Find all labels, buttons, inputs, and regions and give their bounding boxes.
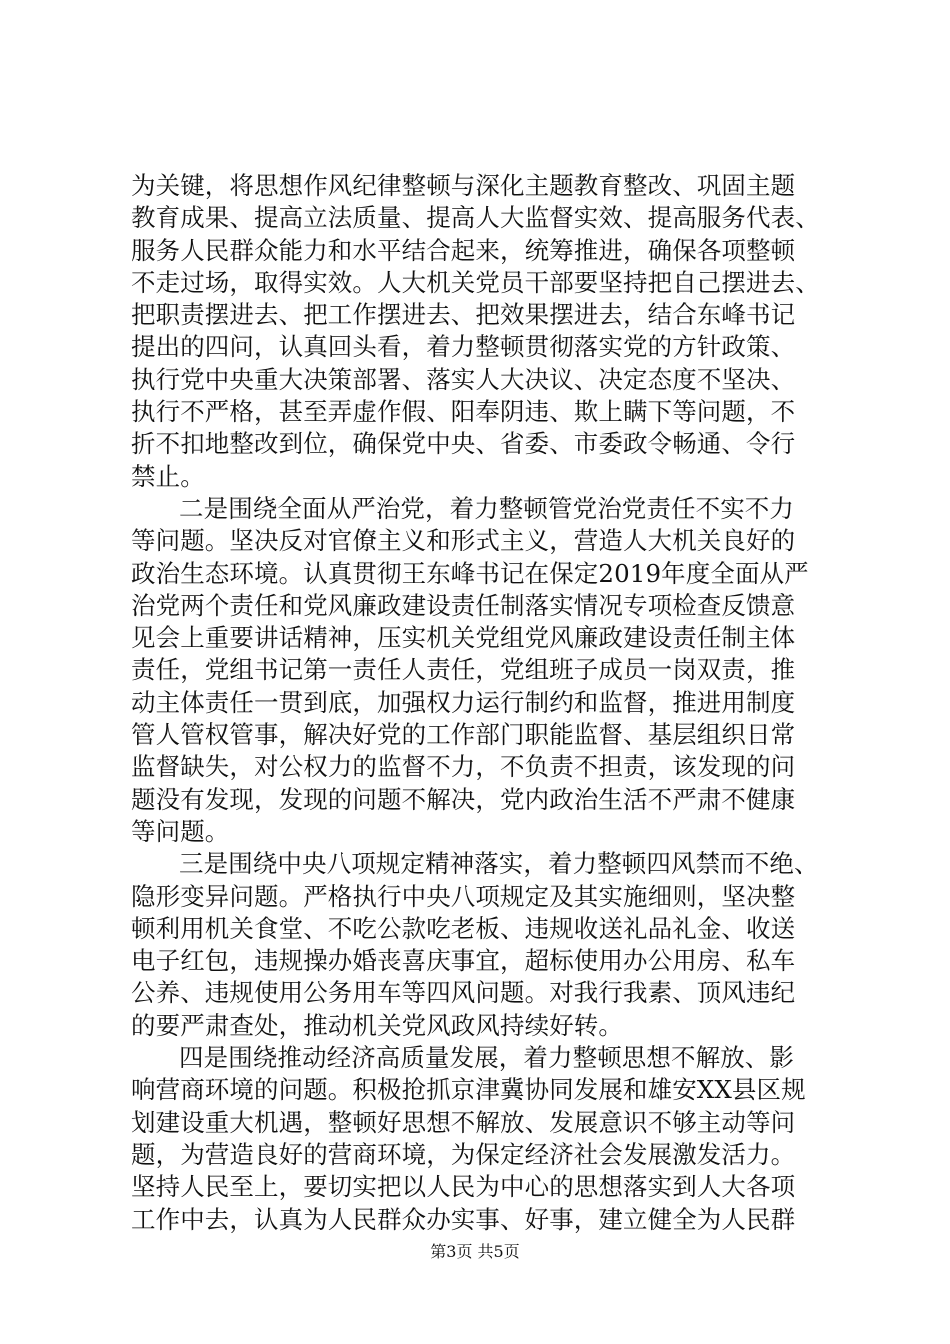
text-line: 执行不严格，甚至弄虚作假、阳奉阴违、欺上瞒下等问题，不	[131, 397, 796, 427]
text-line: 禁止。	[131, 461, 205, 491]
text-line: 题，为营造良好的营商环境，为保定经济社会发展激发活力。	[131, 1139, 796, 1169]
body-text	[131, 170, 831, 1236]
text-line: 题没有发现，发现的问题不解决，党内政治生活不严肃不健康	[131, 784, 796, 814]
page-footer	[0, 1242, 950, 1262]
text-line: 监督缺失，对公权力的监督不力，不负责不担责，该发现的问	[131, 752, 796, 782]
text-line: 公养、违规使用公务用车等四风问题。对我行我素、顶风违纪	[131, 978, 796, 1008]
text-line: 坚持人民至上，要切实把以人民为中心的思想落实到人大各项	[131, 1172, 796, 1202]
text-line: 提出的四问，认真回头看，着力整顿贯彻落实党的方针政策、	[131, 332, 796, 362]
text-line: 服务人民群众能力和水平结合起来，统筹推进，确保各项整顿	[131, 235, 796, 265]
text-line: 顿利用机关食堂、不吃公款吃老板、违规收送礼品礼金、收送	[131, 913, 796, 943]
text-line: 不走过场，取得实效。人大机关党员干部要坚持把自己摆进去、	[131, 267, 820, 297]
text-line: 政治生态环境。认真贯彻王东峰书记在保定2019年度全面从严	[131, 558, 809, 588]
text-line: 把职责摆进去、把工作摆进去、把效果摆进去，结合东峰书记	[131, 300, 796, 330]
text-line: 折不扣地整改到位，确保党中央、省委、市委政令畅通、令行	[131, 429, 796, 459]
text-line: 责任，党组书记第一责任人责任，党组班子成员一岗双责，推	[131, 655, 796, 685]
text-line: 的要严肃查处，推动机关党风政风持续好转。	[131, 1010, 623, 1040]
text-line: 隐形变异问题。严格执行中央八项规定及其实施细则，坚决整	[131, 881, 796, 911]
text-line: 为关键，将思想作风纪律整顿与深化主题教育整改、巩固主题	[131, 171, 796, 200]
paragraph-start-line: 二是围绕全面从严治党，着力整顿管党治党责任不实不力	[179, 493, 794, 523]
text-line: 管人管权管事，解决好党的工作部门职能监督、基层组织日常	[131, 720, 796, 750]
text-line: 等问题。坚决反对官僚主义和形式主义，营造人大机关良好的	[131, 526, 796, 556]
text-line: 见会上重要讲话精神，压实机关党组党风廉政建设责任制主体	[131, 623, 796, 653]
paragraph-start-line: 四是围绕推动经济高质量发展，着力整顿思想不解放、影	[179, 1043, 794, 1073]
paragraph-start-line: 三是围绕中央八项规定精神落实，着力整顿四风禁而不绝、	[179, 849, 819, 879]
text-line: 划建设重大机遇，整顿好思想不解放、发展意识不够主动等问	[131, 1107, 796, 1137]
page-number: 第3页 共5页	[430, 1242, 520, 1261]
text-line: 教育成果、提高立法质量、提高人大监督实效、提高服务代表、	[131, 203, 820, 233]
text-line: 动主体责任一贯到底，加强权力运行制约和监督，推进用制度	[131, 687, 796, 717]
text-line: 响营商环境的问题。积极抢抓京津冀协同发展和雄安XX县区规	[131, 1075, 806, 1105]
text-line: 工作中去，认真为人民群众办实事、好事，建立健全为人民群	[131, 1204, 796, 1234]
text-line: 执行党中央重大决策部署、落实人大决议、决定态度不坚决、	[131, 364, 796, 394]
text-line: 电子红包，违规操办婚丧喜庆事宜，超标使用办公用房、私车	[131, 946, 796, 976]
text-line: 治党两个责任和党风廉政建设责任制落实情况专项检查反馈意	[131, 590, 796, 620]
text-line: 等问题。	[131, 816, 230, 846]
